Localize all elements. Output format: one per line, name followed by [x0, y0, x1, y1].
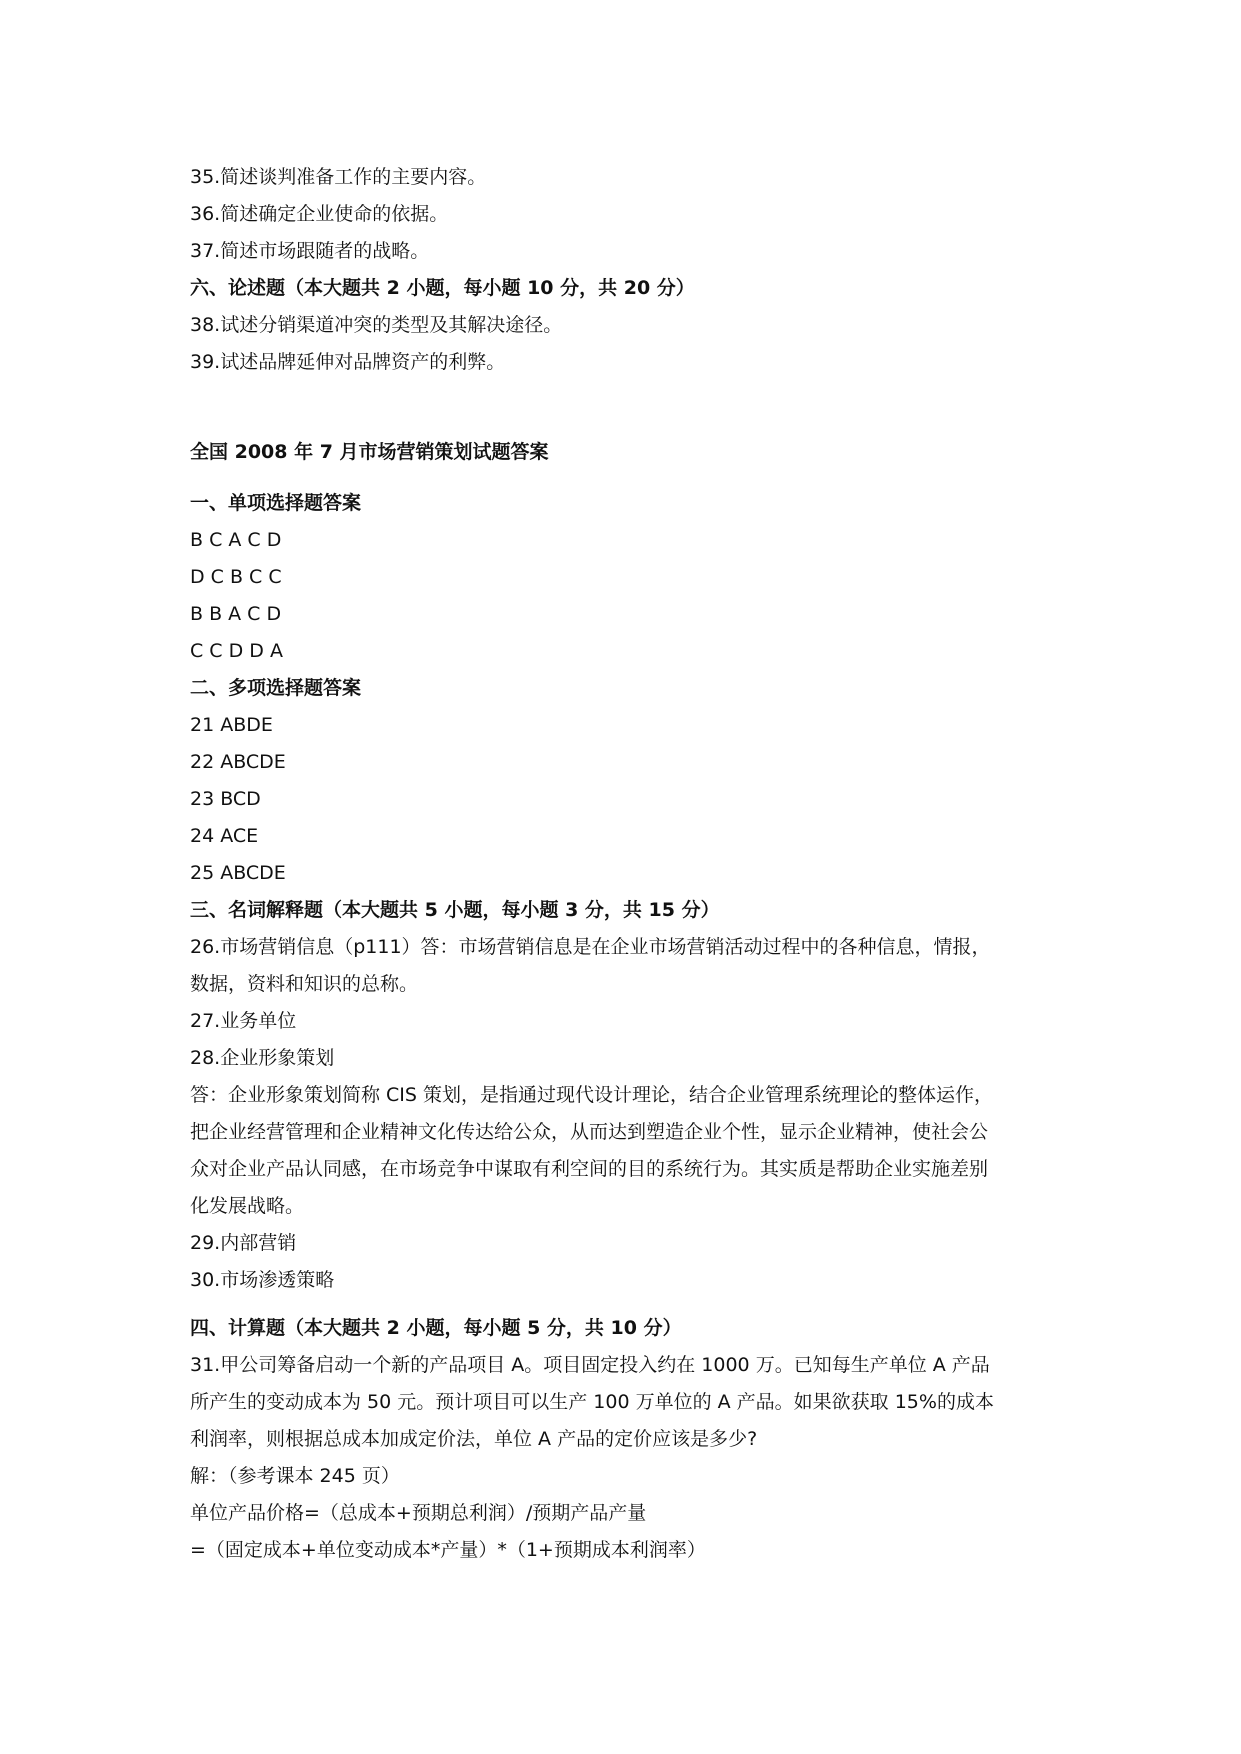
multi-choice-row: 24 ACE: [190, 825, 259, 847]
solution-label: 解：（参考课本 245 页）: [190, 1465, 400, 1487]
section-2-heading: 二、多项选择题答案: [190, 677, 362, 699]
question-31-line: 31.甲公司筹备启动一个新的产品项目 A。项目固定投入约在 1000 万。已知每生产单位 A 产品: [190, 1354, 990, 1376]
q28-answer-line: 化发展战略。: [190, 1195, 305, 1217]
q28-answer-line: 众对企业产品认同感，在市场竞争中谋取有利空间的目的系统行为。其实质是帮助企业实施差别: [190, 1158, 989, 1180]
q28-answer-line: 把企业经营管理和企业精神文化传达给公众，从而达到塑造企业个性，显示企业精神，使社会公: [190, 1121, 989, 1143]
question-37: 37.简述市场跟随者的战略。: [190, 240, 430, 262]
question-31-line: 利润率，则根据总成本加成定价法，单位 A 产品的定价应该是多少?: [190, 1428, 758, 1450]
question-36: 36.简述确定企业使命的依据。: [190, 203, 449, 225]
section-4-heading: 四、计算题（本大题共 2 小题，每小题 5 分，共 10 分）: [190, 1317, 682, 1339]
q28-answer-line: 答：企业形象策划简称 CIS 策划，是指通过现代设计理论，结合企业管理系统理论的整体运作，: [190, 1084, 994, 1106]
multi-choice-row: 23 BCD: [190, 788, 261, 810]
question-29: 29.内部营销: [190, 1232, 297, 1254]
section-1-heading: 一、单项选择题答案: [190, 492, 362, 514]
multi-choice-row: 21 ABDE: [190, 714, 273, 736]
multi-choice-row: 25 ABCDE: [190, 862, 286, 884]
question-28: 28.企业形象策划: [190, 1047, 335, 1069]
question-31-line: 所产生的变动成本为 50 元。预计项目可以生产 100 万单位的 A 产品。如果欲获取 15%的成本: [190, 1391, 994, 1413]
formula-line: 单位产品价格=（总成本+预期总利润）/预期产品产量: [190, 1502, 647, 1524]
single-choice-row: B B A C D: [190, 603, 282, 625]
question-27: 27.业务单位: [190, 1010, 297, 1032]
question-26-line: 26.市场营销信息（p111）答：市场营销信息是在企业市场营销活动过程中的各种信息，情报，: [190, 936, 991, 958]
section-3-heading: 三、名词解释题（本大题共 5 小题，每小题 3 分，共 15 分）: [190, 899, 720, 921]
question-26-line: 数据，资料和知识的总称。: [190, 973, 419, 995]
single-choice-row: D C B C C: [190, 566, 282, 588]
question-39: 39.试述品牌延伸对品牌资产的利弊。: [190, 351, 506, 373]
single-choice-row: C C D D A: [190, 640, 283, 662]
question-35: 35.简述谈判准备工作的主要内容。: [190, 166, 487, 188]
question-30: 30.市场渗透策略: [190, 1269, 335, 1291]
section-6-heading: 六、论述题（本大题共 2 小题，每小题 10 分，共 20 分）: [190, 277, 695, 299]
multi-choice-row: 22 ABCDE: [190, 751, 286, 773]
single-choice-row: B C A C D: [190, 529, 282, 551]
formula-line: =（固定成本+单位变动成本*产量）*（1+预期成本利润率）: [190, 1539, 706, 1561]
answers-title: 全国 2008 年 7 月市场营销策划试题答案: [190, 441, 549, 463]
question-38: 38.试述分销渠道冲突的类型及其解决途径。: [190, 314, 563, 336]
